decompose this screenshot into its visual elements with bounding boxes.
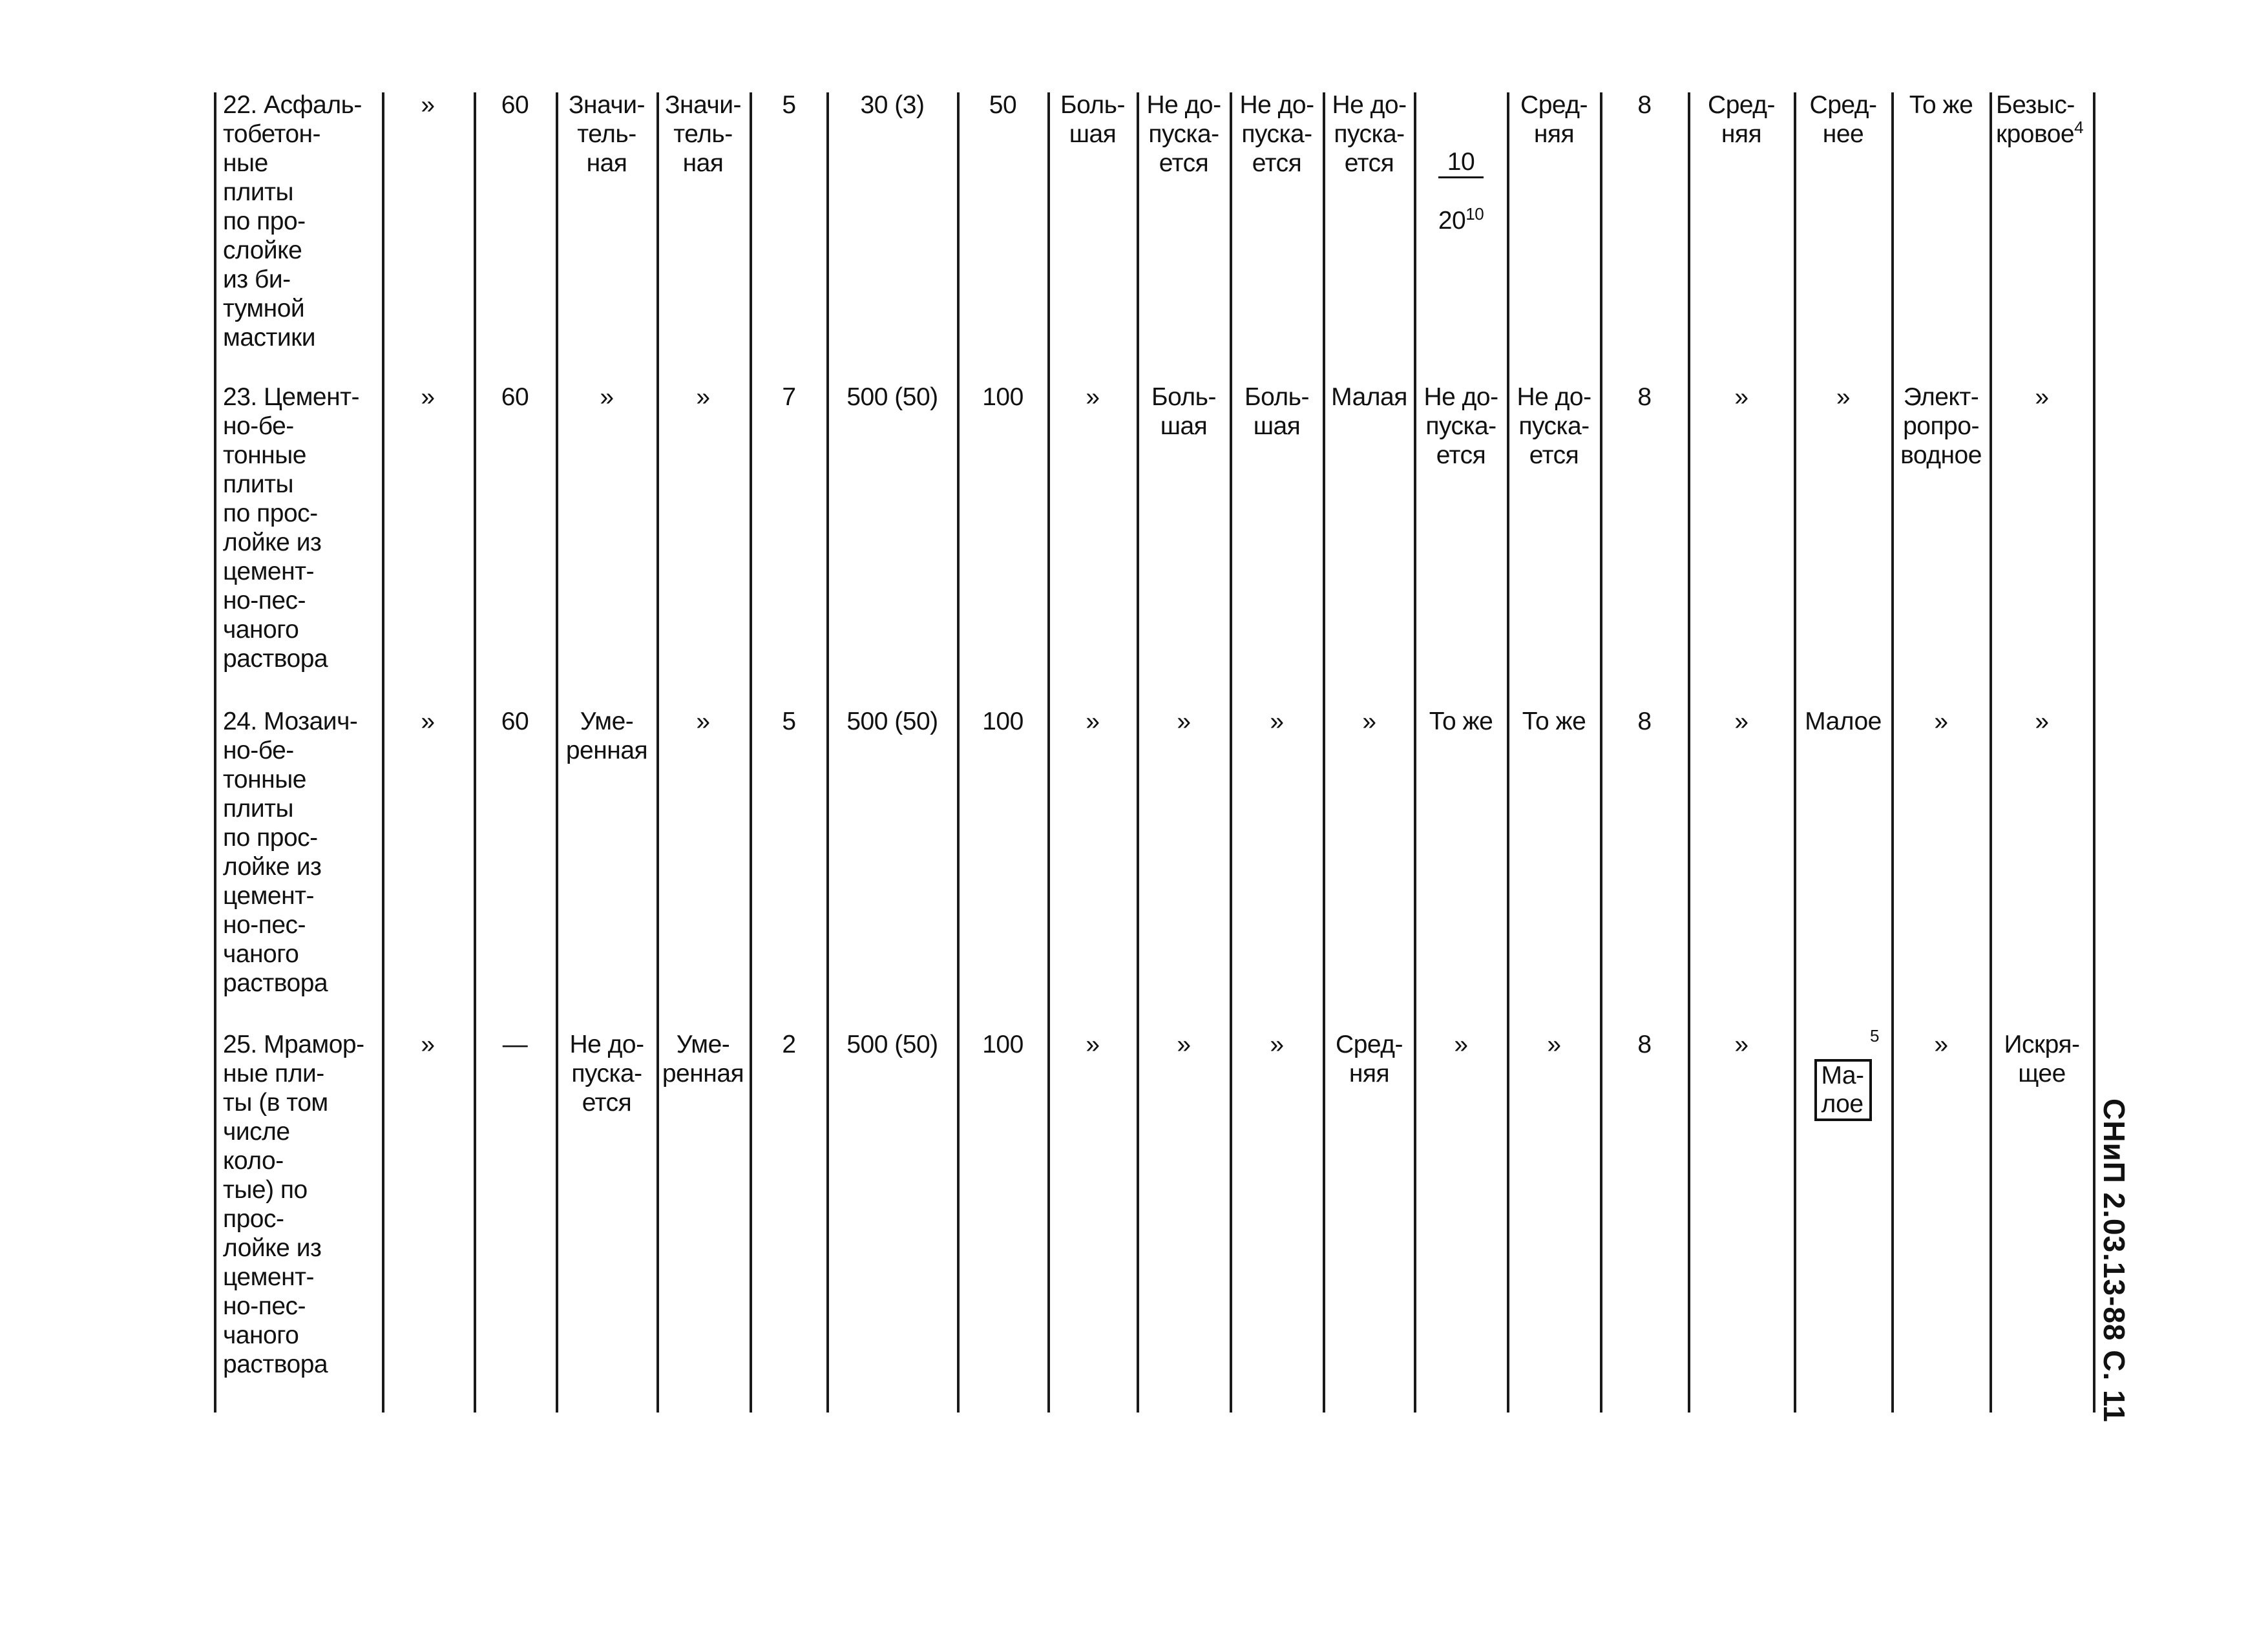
row-23-col-10: Боль- шая <box>1151 383 1216 440</box>
row-24-col-6: 5 <box>782 708 796 735</box>
column-rule <box>382 92 384 1413</box>
row-22-col-15: 8 <box>1637 91 1652 119</box>
row-22-col-13-footnote: 10 <box>1465 204 1484 224</box>
row-25-col-12: Сред- няя <box>1336 1031 1403 1087</box>
row-22-col-2: » <box>421 91 435 119</box>
row-25-col-3: — <box>502 1031 528 1058</box>
row-23-col-15: 8 <box>1637 383 1652 411</box>
row-25-col-9: » <box>1086 1031 1100 1058</box>
row-22-col-19-footnote: 4 <box>2074 118 2084 137</box>
row-22-col-8: 50 <box>989 91 1017 119</box>
row-22-col-3: 60 <box>501 91 529 119</box>
row-24-col-5: » <box>696 708 710 735</box>
row-22-material: 22. Асфаль- тобетон- ные плиты по про- слойке из би- тумной мастики <box>223 91 362 352</box>
column-rule <box>826 92 829 1413</box>
row-22-col-18: То же <box>1909 91 1973 119</box>
column-rule <box>1414 92 1416 1413</box>
row-23-col-2: » <box>421 383 435 411</box>
row-22-col-13-denominator <box>1438 204 1484 235</box>
row-25-col-7: 500 (50) <box>846 1031 938 1058</box>
column-rule <box>474 92 476 1413</box>
row-23-col-14: Не до- пуска- ется <box>1517 383 1591 469</box>
row-24-col-2: » <box>421 708 435 735</box>
row-22-col-13-numerator: 10 <box>1438 148 1484 178</box>
column-rule <box>656 92 659 1413</box>
row-23-col-12: Малая <box>1331 383 1407 411</box>
row-25-col-6: 2 <box>782 1031 796 1058</box>
row-25-col-11: » <box>1270 1031 1284 1058</box>
row-22-col-6: 5 <box>782 91 796 119</box>
row-23-col-19: » <box>2035 383 2049 411</box>
row-25-col-5: Уме- ренная <box>662 1031 744 1087</box>
row-24-col-12: » <box>1362 708 1376 735</box>
row-24-col-8: 100 <box>982 708 1024 735</box>
row-22-col-9: Боль- шая <box>1060 91 1125 148</box>
column-rule <box>1507 92 1509 1413</box>
page-code: СНиП 2.03.13-88 С. 11 <box>2097 1098 2131 1423</box>
row-22-col-16: Сред- няя <box>1708 91 1775 148</box>
row-23-col-4: » <box>600 383 614 411</box>
row-24-col-3: 60 <box>501 708 529 735</box>
row-23-col-7: 500 (50) <box>846 383 938 411</box>
row-22-col-19 <box>1992 90 2095 149</box>
row-22-col-13 <box>1416 90 1506 264</box>
column-rule <box>1323 92 1325 1413</box>
row-23-material: 23. Цемент- но-бе- тонные плиты по прос- лойке из цемент- но-пес- чаного раствора <box>223 383 359 673</box>
row-25-col-10: » <box>1177 1031 1191 1058</box>
row-25-col-15: 8 <box>1637 1031 1652 1058</box>
row-22-col-17: Сред- нее <box>1809 91 1877 148</box>
row-24-col-4: Уме- ренная <box>565 708 648 764</box>
row-25-col-14: » <box>1547 1031 1561 1058</box>
column-rule <box>214 92 216 1413</box>
row-24-col-18: » <box>1934 708 1948 735</box>
row-22-col-10: Не до- пуска- ется <box>1146 91 1221 177</box>
row-22-col-11: Не до- пуска- ется <box>1239 91 1314 177</box>
row-24-col-16: » <box>1734 708 1748 735</box>
column-rule <box>1688 92 1690 1413</box>
row-25-col-19: Искря- щее <box>2004 1031 2080 1087</box>
row-23-col-6: 7 <box>782 383 796 411</box>
column-rule <box>1230 92 1232 1413</box>
row-23-col-13: Не до- пуска- ется <box>1423 383 1498 469</box>
row-25-col-17-boxed-value: Ма- лое <box>1814 1059 1871 1121</box>
column-rule <box>1600 92 1602 1413</box>
row-25-col-18: » <box>1934 1031 1948 1058</box>
row-25-col-2: » <box>421 1031 435 1058</box>
row-24-col-11: » <box>1270 708 1284 735</box>
row-24-col-14: То же <box>1522 708 1586 735</box>
row-23-col-5: » <box>696 383 710 411</box>
row-24-col-7: 500 (50) <box>846 708 938 735</box>
row-23-col-8: 100 <box>982 383 1024 411</box>
column-rule <box>1047 92 1050 1413</box>
row-24-col-9: » <box>1086 708 1100 735</box>
row-24-material: 24. Мозаич- но-бе- тонные плиты по прос- лойке из цемент- но-пес- чаного раствора <box>223 708 358 997</box>
row-22-col-13-fraction <box>1438 120 1484 264</box>
row-23-col-18: Элект- ропро- водное <box>1900 383 1982 469</box>
row-23-col-17: » <box>1836 383 1851 411</box>
row-24-col-10: » <box>1177 708 1191 735</box>
row-22-col-12: Не до- пуска- ется <box>1332 91 1407 177</box>
row-22-col-19-text: Безыс- кровое <box>1996 91 2075 148</box>
column-rule <box>750 92 752 1413</box>
row-22-col-14: Сред- няя <box>1520 91 1588 148</box>
row-22-col-5: Значи- тель- ная <box>664 91 742 177</box>
row-22-col-13-denominator-value: 20 <box>1438 207 1466 235</box>
row-25-col-8: 100 <box>982 1031 1024 1058</box>
column-rule <box>957 92 960 1413</box>
row-25-material: 25. Мрамор- ные пли- ты (в том числе коло- тые) по прос- лойке из цемент- но-пес- чаного раствора <box>223 1031 364 1378</box>
row-25-col-13: » <box>1454 1031 1468 1058</box>
column-rule <box>1137 92 1139 1413</box>
row-25-col-17-footnote: 5 <box>1870 1026 1880 1045</box>
row-24-col-13: То же <box>1429 708 1493 735</box>
row-24-col-17: Малое <box>1805 708 1882 735</box>
column-rule <box>1990 92 1992 1413</box>
row-23-col-16: » <box>1734 383 1748 411</box>
column-rule <box>1794 92 1796 1413</box>
row-22-col-4: Значи- тель- ная <box>568 91 646 177</box>
row-25-col-4: Не до- пуска- ется <box>569 1031 644 1117</box>
row-23-col-9: » <box>1086 383 1100 411</box>
row-24-col-15: 8 <box>1637 708 1652 735</box>
row-24-col-19: » <box>2035 708 2049 735</box>
row-22-col-7: 30 (3) <box>860 91 925 119</box>
column-rule <box>1891 92 1894 1413</box>
row-23-col-11: Боль- шая <box>1244 383 1309 440</box>
row-23-col-3: 60 <box>501 383 529 411</box>
row-25-col-16: » <box>1734 1031 1748 1058</box>
